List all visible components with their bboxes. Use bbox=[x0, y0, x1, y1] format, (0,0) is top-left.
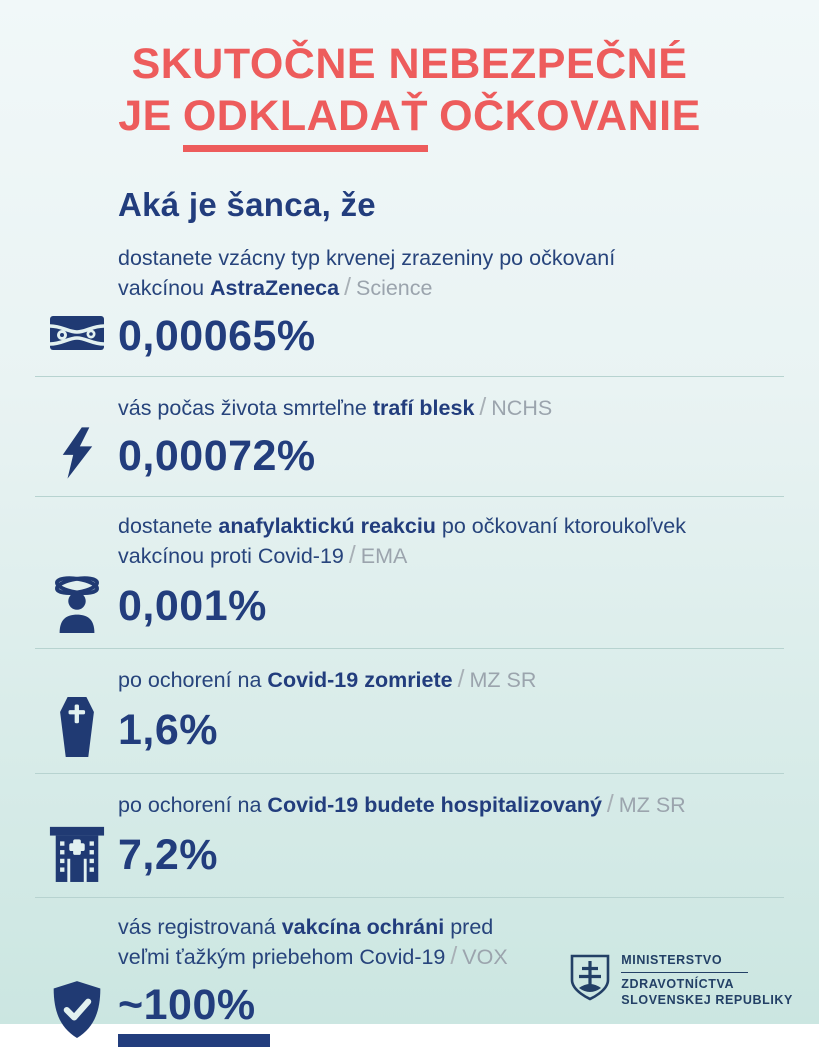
stat-value: 0,00065% bbox=[118, 311, 316, 360]
stat-row-death bbox=[35, 664, 784, 759]
source-separator: / bbox=[606, 791, 614, 819]
stat-row-blood-clot bbox=[35, 244, 784, 361]
stat-row-hospitalization bbox=[35, 789, 784, 882]
title-line2: JE ODKLADAŤ OČKOVANIE bbox=[0, 90, 819, 151]
shield-check-icon bbox=[49, 979, 105, 1041]
row-description bbox=[118, 244, 784, 305]
title-line1: SKUTOČNE NEBEZPEČNÉ bbox=[131, 40, 688, 88]
divider bbox=[35, 773, 784, 774]
slovak-coat-of-arms-icon bbox=[569, 953, 611, 1008]
description-line: vakcínou AstraZeneca / Science bbox=[118, 274, 433, 302]
row-description bbox=[118, 664, 784, 697]
description-line: dostanete vzácny typ krvenej zrazeniny po očkovaní bbox=[118, 245, 616, 270]
stat-value: 0,00072% bbox=[118, 431, 316, 480]
title-underlined-word: ODKLADAŤ bbox=[183, 90, 428, 151]
description-line: po ochorení na Covid-19 budete hospitalizovaný / MZ SR bbox=[118, 791, 686, 819]
source-label: / NCHS bbox=[479, 393, 553, 421]
description-line: po ochorení na Covid-19 zomriete / MZ SR bbox=[118, 665, 537, 693]
source-separator: / bbox=[479, 393, 487, 421]
coffin-icon bbox=[55, 696, 99, 758]
stats-list bbox=[0, 186, 819, 1047]
logo-line2: ZDRAVOTNÍCTVA bbox=[621, 976, 735, 991]
source-separator: / bbox=[457, 665, 465, 693]
stat-row-lightning bbox=[35, 392, 784, 481]
source-label: / VOX bbox=[450, 943, 508, 971]
dizzy-person-icon bbox=[48, 573, 106, 633]
description-line: vás počas života smrteľne trafí blesk / NCHS bbox=[118, 393, 553, 421]
source-separator: / bbox=[348, 541, 356, 569]
underlined-value: ~100% bbox=[118, 981, 270, 1047]
row-description bbox=[118, 392, 784, 425]
logo-line1: MINISTERSTVO bbox=[621, 952, 748, 972]
hospital-icon bbox=[48, 822, 106, 882]
stat-row-anaphylaxis bbox=[35, 512, 784, 633]
subtitle: Aká je šanca, že bbox=[118, 185, 376, 223]
blood-clot-icon bbox=[49, 313, 105, 353]
stat-value: 1,6% bbox=[118, 706, 219, 755]
divider bbox=[35, 648, 784, 649]
source-separator: / bbox=[450, 943, 458, 971]
page-title bbox=[0, 0, 819, 152]
description-line: vás registrovaná vakcína ochráni pred bbox=[118, 914, 494, 939]
source-label: / MZ SR bbox=[606, 791, 686, 819]
description-line: dostanete anafylaktickú reakciu po očkovaní ktoroukoľvek bbox=[118, 513, 687, 538]
source-separator: / bbox=[344, 274, 351, 302]
stat-value: 7,2% bbox=[118, 830, 219, 879]
ministry-logo bbox=[569, 952, 793, 1008]
divider bbox=[35, 496, 784, 497]
description-line: vakcínou proti Covid-19 / EMA bbox=[118, 541, 408, 569]
stat-value: 0,001% bbox=[118, 581, 267, 630]
description-line: veľmi ťažkým priebehom Covid-19 / VOX bbox=[118, 943, 508, 971]
lightning-bolt-icon bbox=[58, 426, 96, 480]
divider bbox=[35, 376, 784, 377]
ministry-logo-text bbox=[621, 952, 793, 1008]
source-label: / Science bbox=[344, 274, 433, 302]
source-label: / EMA bbox=[348, 541, 408, 569]
row-description bbox=[118, 789, 784, 822]
source-label: / MZ SR bbox=[457, 665, 537, 693]
row-description bbox=[118, 512, 784, 573]
divider bbox=[35, 897, 784, 898]
logo-line3: SLOVENSKEJ REPUBLIKY bbox=[621, 992, 793, 1007]
